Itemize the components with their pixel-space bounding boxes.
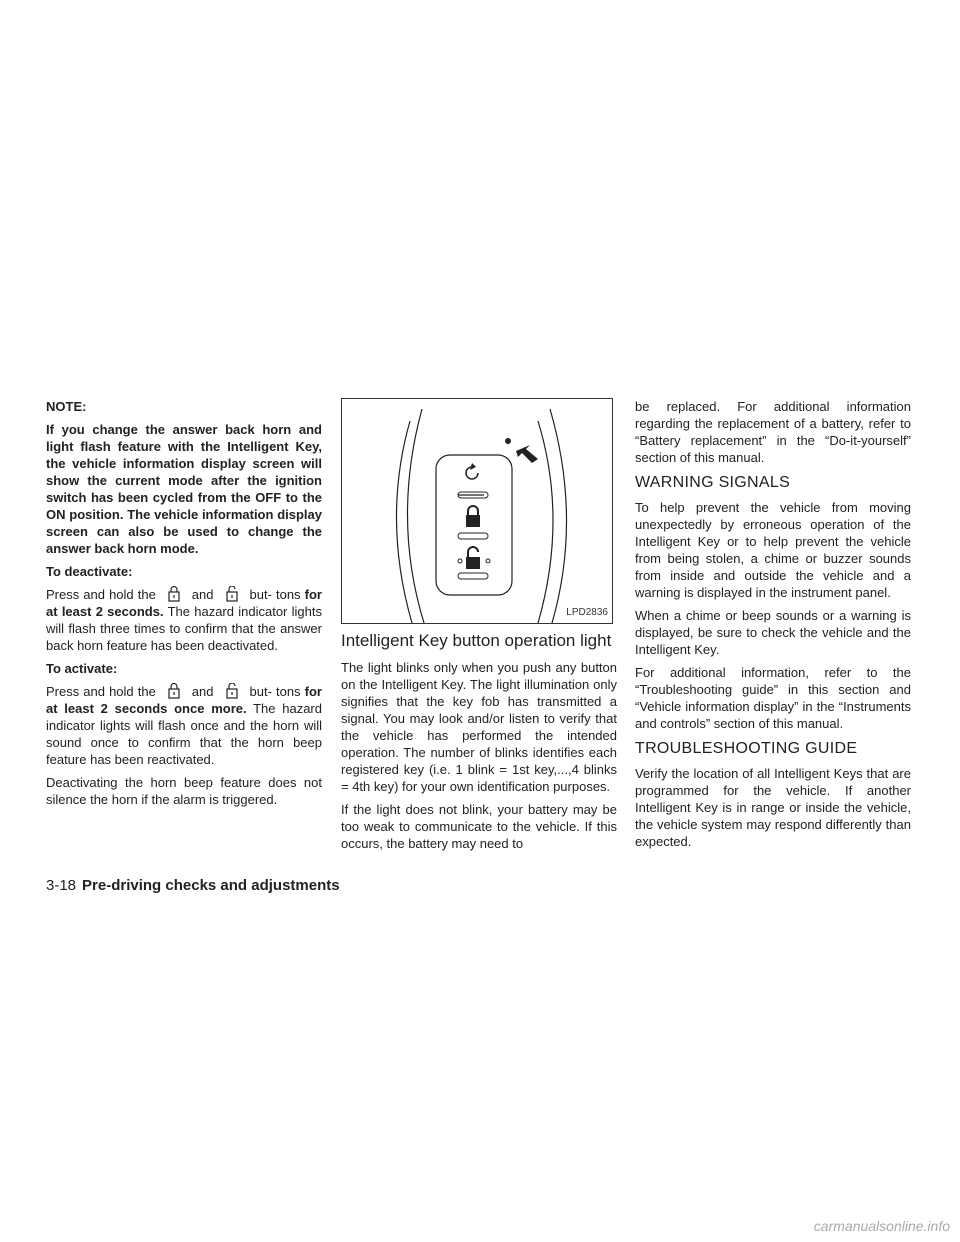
chapter-title: Pre-driving checks and adjustments bbox=[82, 877, 340, 894]
activate-duration: for at least 2 seconds once more. bbox=[46, 684, 322, 716]
warning-paragraph-1: To help prevent the vehicle from moving unexpectedly by erroneous operation of the Intelligent Key or to help prevent the vehicle from being stolen, a chime or buzzer sounds from inside and outside the vehicle and a warning is displayed in the instrument panel. bbox=[635, 500, 911, 600]
key-fob-figure bbox=[341, 398, 613, 624]
troubleshooting-paragraph: Verify the location of all Intelligent Keys that are programmed for the vehicle. If another Intelligent Key is in range or inside the vehicle, the vehicle system may respond differently than expected. bbox=[635, 766, 911, 849]
lock-button-icon bbox=[164, 586, 184, 602]
section-heading-troubleshooting: TROUBLESHOOTING GUIDE bbox=[635, 740, 858, 757]
key-light-paragraph-1: The light blinks only when you push any button on the Intelligent Key. The light illumination only signifies that the key fob has transmitted a signal. You may look and/or listen to verify that the vehicle has performed the intended operation. The number of blinks identifies each registered key (i.e. 1 blink = 1st key,...,4 blinks = 4th key) for your own identification purposes. bbox=[341, 660, 617, 794]
activate-label: To activate: bbox=[46, 661, 118, 676]
watermark: carmanualsonline.info bbox=[813, 1218, 950, 1234]
deactivate-paragraph bbox=[46, 586, 322, 654]
deactivate-label: To deactivate: bbox=[46, 564, 133, 579]
warning-paragraph-2: When a chime or beep sounds or a warning is displayed, be sure to check the vehicle and the Intelligent Key. bbox=[635, 608, 911, 657]
deactivate-duration: for at least 2 seconds. bbox=[46, 587, 322, 619]
text: tons bbox=[275, 684, 301, 699]
deactivate-note: Deactivating the horn beep feature does not silence the horn if the alarm is triggered. bbox=[46, 775, 322, 807]
section-heading-warning: WARNING SIGNALS bbox=[635, 474, 791, 491]
text: tons bbox=[275, 587, 301, 602]
column-right bbox=[635, 398, 911, 856]
text: and bbox=[191, 684, 214, 699]
key-fob-illustration bbox=[342, 399, 612, 623]
text: The hazard indicator lights will flash three times to confirm that the answer back horn feature has been deactivated. bbox=[46, 604, 322, 653]
lock-button-icon bbox=[164, 683, 184, 699]
text: Press and hold the bbox=[46, 587, 156, 602]
text: but- bbox=[249, 587, 272, 602]
text: Press and hold the bbox=[46, 684, 156, 699]
note-body: If you change the answer back horn and light flash feature with the Intelligent Key, the vehicle information display screen will show the current mode after the ignition switch has been cycled from the OFF to the ON position. The vehicle information display screen can also be used to change the answer back horn mode. bbox=[46, 422, 322, 556]
column-left bbox=[46, 398, 322, 814]
page-number: 3-18 bbox=[46, 877, 77, 894]
text: but- bbox=[249, 684, 272, 699]
warning-paragraph-3: For additional information, refer to the “Troubleshooting guide” in this section and “Vehicle information display” in the “Instruments and controls” section of this manual. bbox=[635, 665, 911, 731]
note-label: NOTE: bbox=[46, 399, 87, 414]
page-footer bbox=[46, 877, 340, 894]
continued-paragraph: be replaced. For additional information regarding the replacement of a battery, refer to “Battery replacement” in the “Do-it-yourself” section of this manual. bbox=[635, 399, 911, 465]
text: and bbox=[191, 587, 214, 602]
unlock-button-icon bbox=[222, 683, 242, 699]
unlock-button-icon bbox=[222, 586, 242, 602]
column-middle bbox=[341, 398, 617, 858]
figure-code: LPD2836 bbox=[566, 607, 608, 618]
key-light-paragraph-2: If the light does not blink, your battery may be too weak to communicate to the vehicle. If this occurs, the battery may need to bbox=[341, 802, 617, 851]
text: The hazard indicator lights will flash once and the horn will sound once to confirm that the horn beep feature has been reactivated. bbox=[46, 701, 322, 767]
section-heading-key-light: Intelligent Key button operation light bbox=[341, 631, 612, 650]
activate-paragraph bbox=[46, 683, 322, 768]
